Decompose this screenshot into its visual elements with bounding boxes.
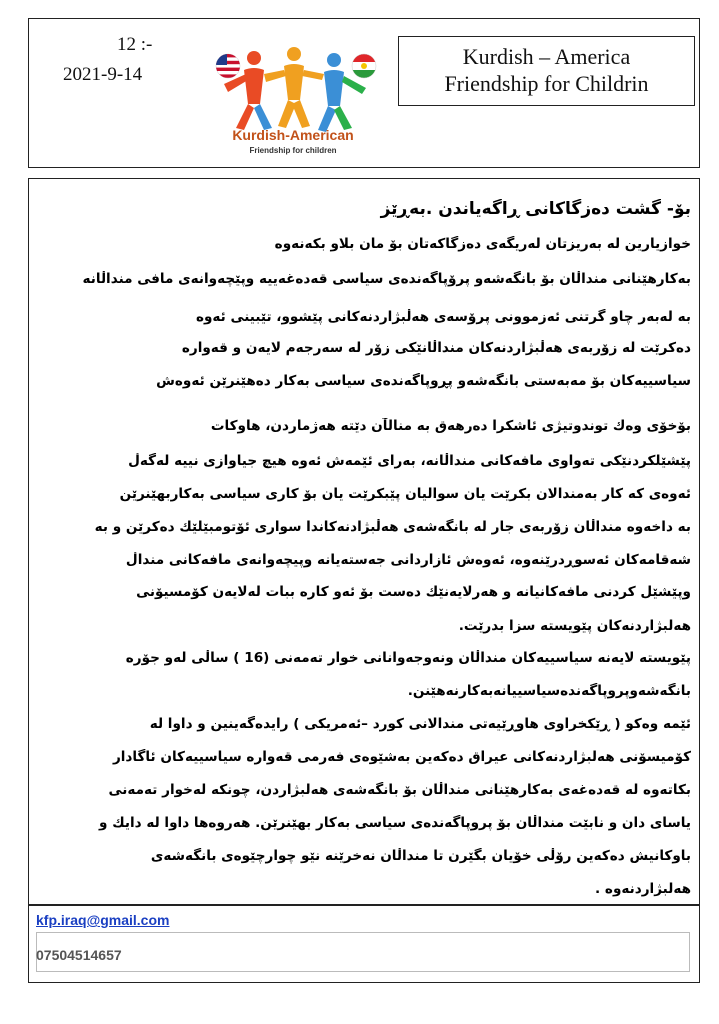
footer-contact-box: [36, 932, 690, 972]
letter-title: بۆ- گشت دەزگاکانی ڕاگەیاندن .بەڕێز: [380, 199, 691, 219]
logo-text: Kurdish-American: [232, 127, 354, 143]
letter-line: بانگەشەوپروپاگەندەسیاسییانەبەکارنەهێنن.: [407, 683, 691, 699]
letter-line: بە لەبەر چاو گرتنی ئەزموونی پرۆسەی هەڵبژاردنەکانی پێشوو، تێبینی ئەوە: [195, 309, 691, 325]
letter-line: بە داخەوە منداڵان زۆربەی جار لە بانگەشەی هەڵبژادنەکاندا سواری ئۆتومبێلێك دەکرێن و بە: [94, 519, 691, 535]
letter-line: ئێمە وەکو ( ڕێکخراوی هاوڕێیەتی مندالانی کورد –ئەمریکی ) رایدەگەینین و داوا لە: [149, 716, 691, 732]
letter-line: دەکرێت لە زۆربەی هەڵبژاردنەکان منداڵانێکی زۆر لە سەرجەم لایەن و قەوارە: [181, 340, 691, 356]
organization-name-box: [398, 36, 695, 106]
document-date: 2021-9-14: [63, 64, 143, 85]
letter-line: پێویستە لایەنە سیاسییەکان منداڵان ونەوجەوانانی خوار تەمەنی (16 ) ساڵی لەو جۆرە: [125, 650, 691, 666]
children-figures-icon: [224, 47, 366, 132]
letter-line: شەقامەکان ئەسوڕدرێنەوە، ئەوەش ئازاردانی جەستەیانە وپیچەوانەی مافەکانی منداڵ: [125, 552, 691, 568]
letter-line: هەلبژاردنەوە .: [595, 881, 691, 897]
letter-line: خوازیارین لە بەریزتان لەریگەی دەزگاکەتان بۆ مان بلاو بکەنەوە: [274, 236, 691, 252]
letter-line: یاسای دان و نابێت منداڵان بۆ پروپاگەندەی سیاسی بەکار بهێنرێن. هەروەها داوا لە دایك و: [99, 815, 691, 831]
letter-line: وپێشێل کردنی مافەکانیانە و هەرلایەنێك دەست بۆ ئەو کارە ببات لەلایەن کۆمسیۆنی: [136, 584, 691, 600]
kurdistan-flag-icon: [352, 54, 376, 78]
letter-line: باوکانیش دەکەین رۆڵی خۆیان بگێرن تا منداڵان نەخرێنە نێو چوارچێوەی بانگەشەی: [150, 848, 691, 864]
letter-line: بۆخۆی وەك توندوتیژی ئاشکرا دەرهەق بە منالآن دێتە هەژماردن، هاوکات: [210, 418, 691, 434]
us-flag-icon: [216, 54, 240, 78]
letter-line: سیاسییەکان بۆ مەبەستی بانگەشەو پڕوپاگەندەی سیاسی بەکار دەهێنرێن ئەوەش: [156, 373, 691, 389]
letter-line: بەکارهێنانی منداڵان بۆ بانگەشەو پرۆپاگەندەی سیاسی قەدەغەییە وپێچەوانەی مافی منداڵانە: [82, 271, 691, 287]
org-name-line-1: Kurdish – America: [462, 44, 631, 69]
letter-line: کۆمیسۆنی هەلبژاردنەکانی عیراق دەکەین بەشێوەی فەرمی قەوارە سیاسییەکان ئاگادار: [112, 749, 691, 765]
phone-number: 07504514657: [36, 947, 122, 963]
org-name-line-2: Friendship for Childrin: [444, 71, 649, 96]
email-link[interactable]: kfp.iraq@gmail.com: [36, 912, 170, 928]
letter-line: ئەوەی کە کار بەمندالان بکرێت یان سوالیان پێبکرێت یان بۆ کاری سیاسی بەکاربهێنرێن: [119, 486, 691, 502]
letter-line: هەلبژاردنەکان پێویستە سزا بدرێت.: [458, 618, 691, 634]
letter-line: بکاتەوە لە قەدەغەی بەکارهێنانی منداڵان بۆ بانگەشەی هەلبژاردن، چونکە لەخوار تەمەنی: [108, 782, 691, 798]
letter-line: پێشێلکردنێکی تەواوی مافەکانی منداڵانە، بەرای ئێمەش ئەوە هیچ جیاوازی نییە لەگەڵ: [128, 453, 691, 469]
logo-tagline: Friendship for children: [249, 146, 337, 155]
document-number: 12 :-: [117, 34, 153, 55]
